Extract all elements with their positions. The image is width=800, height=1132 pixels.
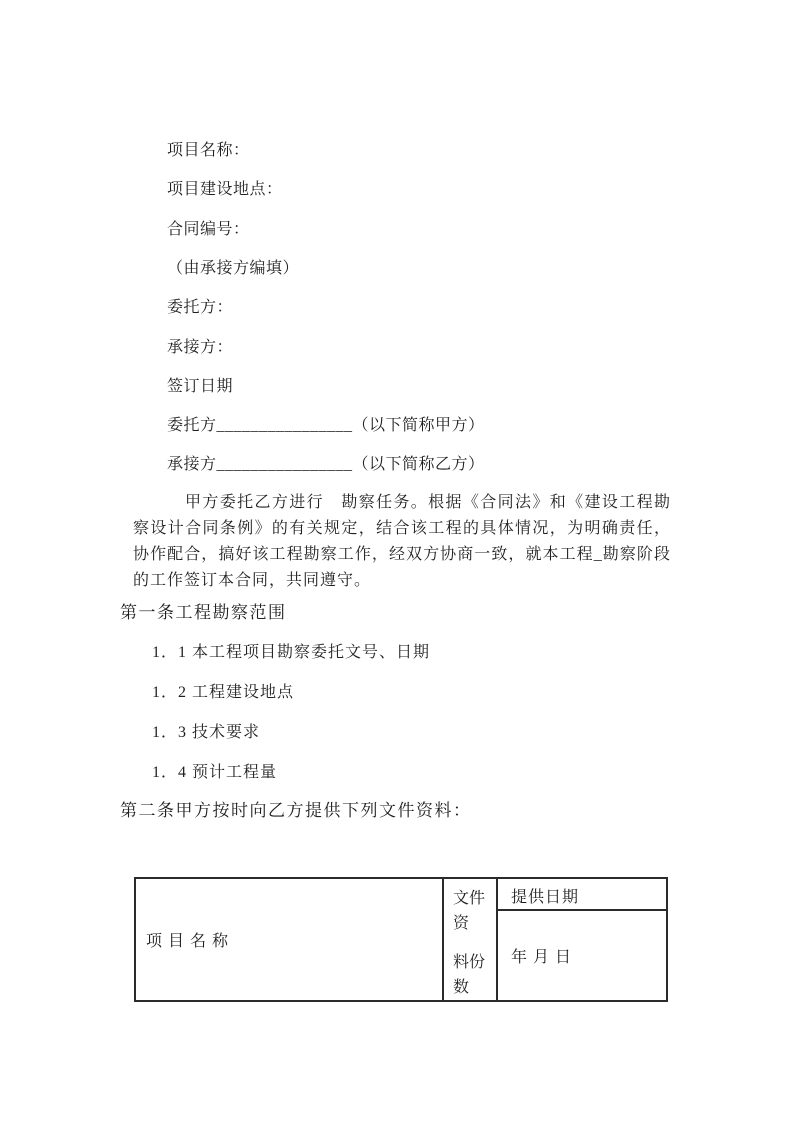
field-contractor: 承接方： [167,339,234,356]
section-1-heading: 第一条工程勘察范围 [120,603,287,622]
field-contract-number: 合同编号： [167,221,250,238]
cell-date-format [498,911,666,1000]
section-1-item-1: 1．1 本工程项目勘察委托文号、日期 [152,644,431,661]
cell-provide-date-header [498,879,666,911]
files-table [134,877,668,1002]
note-filled-by-contractor: （由承接方编填） [167,260,300,277]
field-project-name: 项目名称： [167,142,250,159]
line-contractor-alias: 承接方________________（以下简称乙方） [167,456,485,473]
file-copies-label-part-2: 料份数 [453,954,486,996]
file-copies-label-part-1: 文件资 [453,890,486,932]
section-2-heading: 第二条甲方按时向乙方提供下列文件资料： [120,801,472,820]
field-project-location: 项目建设地点： [167,181,283,198]
section-1-item-3: 1．3 技术要求 [152,724,261,741]
provide-date-header-label: 提供日期 [511,889,580,906]
intro-paragraph: 甲方委托乙方进行 勘察任务。根据《合同法》和《建设工程勘察设计合同条例》的有关规定，结合该工程的具体情况，为明确责任，协作配合，搞好该工程勘察工作，经双方协商一致，就本工程_勘察阶段的工作签订本合同，共同遵守。 [133,494,671,589]
field-sign-date: 签订日期 [167,378,234,395]
field-client: 委托方： [167,299,234,316]
date-format-label: 年 月 日 [511,949,573,966]
project-name-header-label: 项 目 名 称 [146,933,230,950]
table-date-column [498,879,666,1000]
section-1-item-2: 1．2 工程建设地点 [152,684,295,701]
cell-project-name-header [136,879,444,1000]
line-client-alias: 委托方________________（以下简称甲方） [167,417,485,434]
section-1-item-4: 1．4 预计工程量 [152,764,278,781]
cell-file-copies-header [444,879,498,1000]
